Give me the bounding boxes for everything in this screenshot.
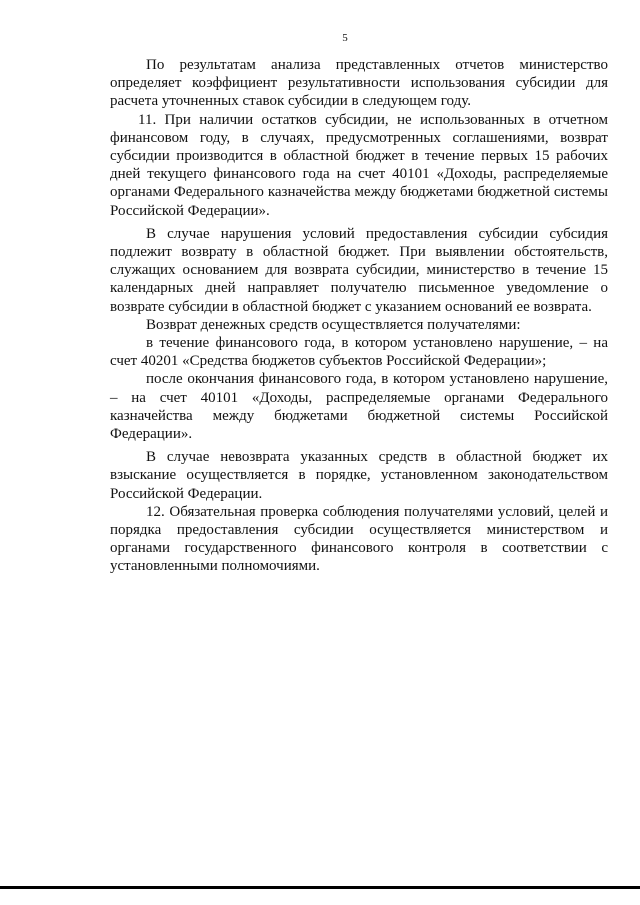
- paragraph-refund-by-recipients: Возврат денежных средств осуществляется получателями:: [146, 316, 521, 333]
- paragraph-11-remainder-return: 11. При наличии остатков субсидии, не использованных в отчетном финансовом году, в случаях, предусмотренных соглашениями, возврат субсидии производится в областной бюджет в течение первых 15 рабочих дней текущего финансового года на счет 40101 «Доходы, распределяемые органами Федерального казначейства между бюджетами бюджетной системы Российской Федерации».: [110, 111, 608, 219]
- document-body: [110, 56, 608, 576]
- paragraph-non-return-recovery: В случае невозврата указанных средств в областной бюджет их взыскание осуществляется в порядке, установленном законодательством Российской Федерации.: [110, 449, 608, 502]
- paragraph-refund-after-year: после окончания финансового года, в котором установлено нарушение, – на счет 40101 «Доходы, распределяемые органами Федерального казначейства между бюджетами бюджетной системы Российской Федерации».: [110, 371, 608, 443]
- paragraph-analysis: По результатам анализа представленных отчетов министерство определяет коэффициент результативности использования субсидии для расчета уточненных ставок субсидии в следующем году.: [110, 57, 608, 110]
- paragraph-refund-current-year: в течение финансового года, в котором установлено нарушение, – на счет 40201 «Средства бюджетов субъектов Российской Федерации»;: [110, 335, 608, 370]
- paragraph-12-mandatory-check: 12. Обязательная проверка соблюдения получателями условий, целей и порядка предоставления субсидии осуществляется министерством и органами государственного финансового контроля в соответствии с установленными полномочиями.: [110, 503, 608, 575]
- paragraph-violation-return: В случае нарушения условий предоставления субсидии субсидия подлежит возврату в областной бюджет. При выявлении обстоятельств, служащих основанием для возврата субсидии, министерство в течение 15 календарных дней направляет получателю письменное уведомление о возврате субсидии в областной бюджет с указанием оснований ее возврата.: [110, 225, 608, 315]
- page-number: 5: [342, 32, 348, 44]
- page-bottom-rule: [0, 886, 640, 889]
